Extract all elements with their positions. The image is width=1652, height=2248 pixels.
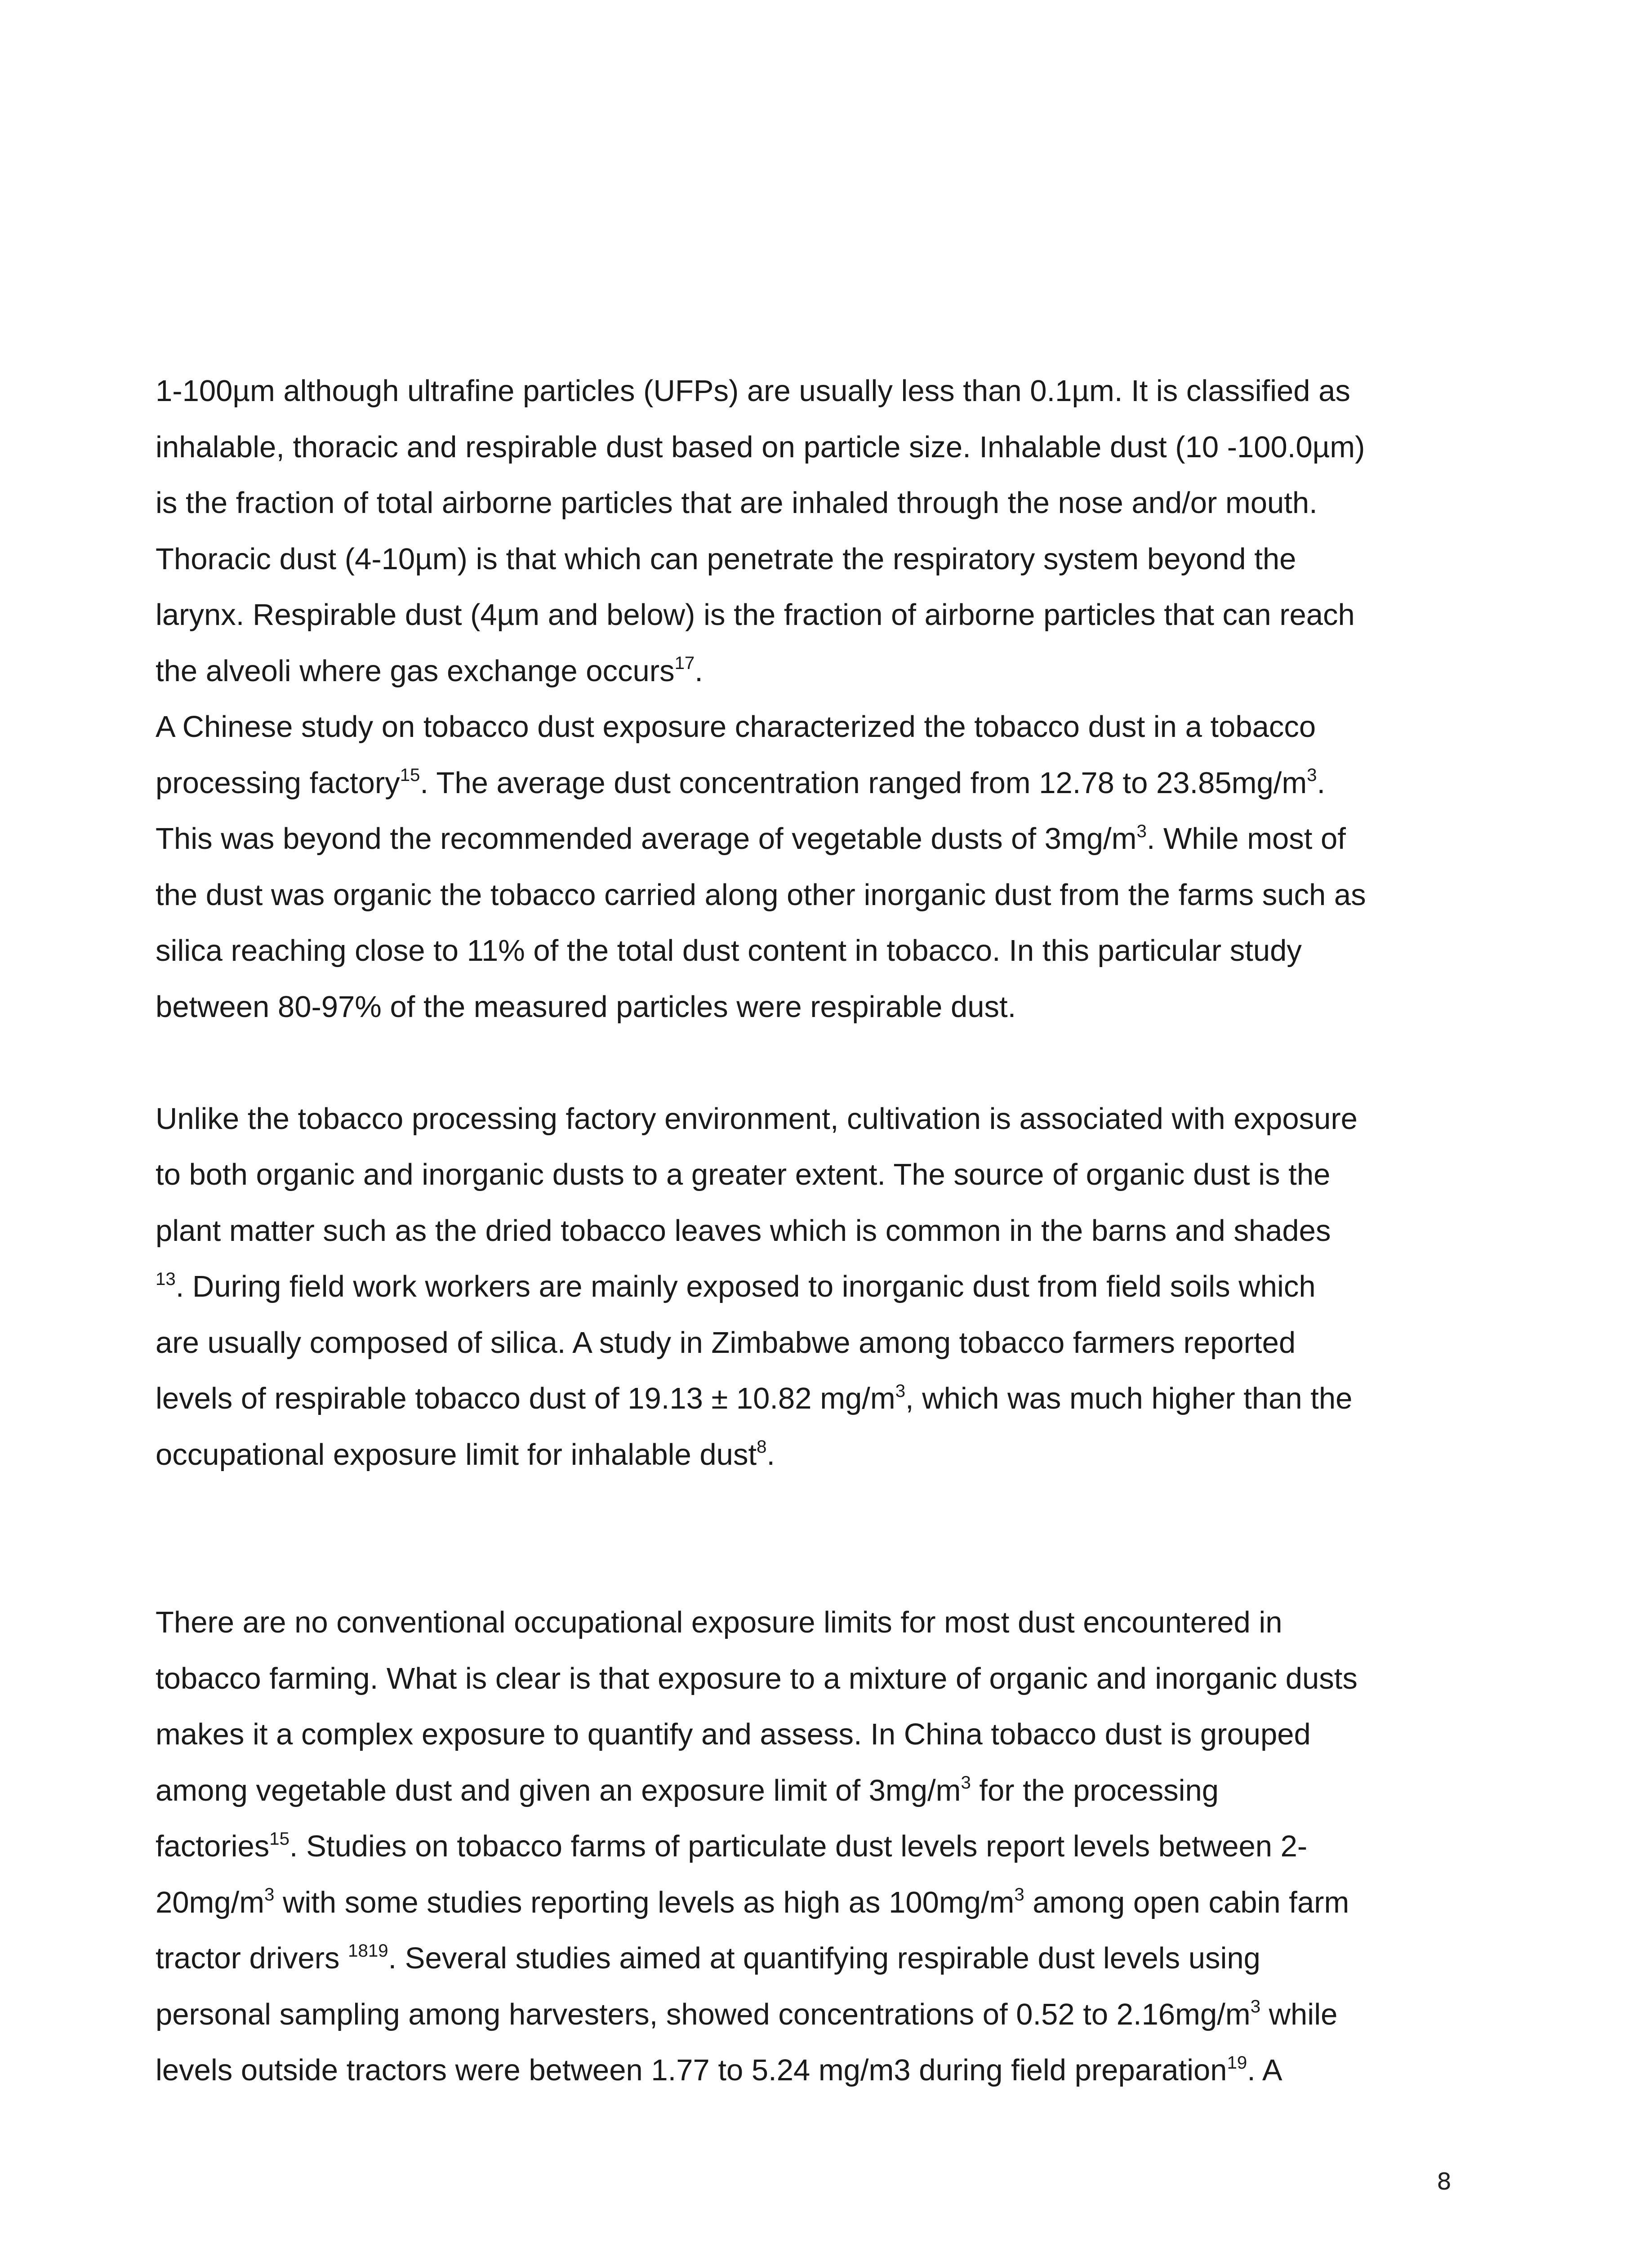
text-run: Unlike the tobacco processing factory environment, cultivation is associated with exposure — [156, 1102, 1358, 1136]
citation-superscript: 3 — [1136, 821, 1147, 841]
text-run: makes it a complex exposure to quantify and assess. In China tobacco dust is grouped — [156, 1717, 1311, 1751]
text-line — [156, 1875, 1486, 1931]
text-run: . — [695, 654, 703, 688]
text-line — [156, 1315, 1486, 1371]
text-line — [156, 1147, 1486, 1203]
text-line — [156, 1203, 1486, 1259]
paragraph — [156, 363, 1486, 699]
paragraph — [156, 699, 1486, 1035]
text-run: are usually composed of silica. A study in Zimbabwe among tobacco farmers reported — [156, 1325, 1296, 1360]
text-line — [156, 1707, 1486, 1763]
text-line — [156, 1091, 1486, 1147]
citation-superscript: 13 — [156, 1268, 176, 1289]
text-line — [156, 2043, 1486, 2099]
text-run: among open cabin farm — [1024, 1885, 1349, 1919]
page-number: 8 — [1437, 2168, 1452, 2195]
paragraph-spacer — [156, 1483, 1486, 1595]
text-run: factories — [156, 1829, 270, 1863]
text-line — [156, 1931, 1486, 1987]
citation-superscript: 15 — [400, 765, 420, 785]
text-line — [156, 419, 1486, 476]
text-line — [156, 867, 1486, 923]
text-run: levels of respirable tobacco dust of 19.13 ± 10.82 mg/m — [156, 1382, 895, 1415]
text-line — [156, 1651, 1486, 1707]
text-run: while — [1260, 1997, 1338, 2031]
citation-superscript: 1819 — [348, 1940, 388, 1961]
text-line — [156, 923, 1486, 979]
text-run: tobacco farming. What is clear is that exposure to a mixture of organic and inorganic dusts — [156, 1661, 1358, 1695]
text-run: tractor drivers — [156, 1941, 348, 1975]
text-run: the dust was organic the tobacco carried along other inorganic dust from the farms such as — [156, 878, 1366, 912]
text-run: inhalable, thoracic and respirable dust based on particle size. Inhalable dust (10 -100.0µm) — [156, 430, 1365, 464]
text-run: to both organic and inorganic dusts to a greater extent. The source of organic dust is the — [156, 1158, 1331, 1191]
text-run: Thoracic dust (4-10µm) is that which can penetrate the respiratory system beyond the — [156, 542, 1296, 576]
citation-superscript: 15 — [269, 1828, 289, 1849]
body-text — [156, 363, 1486, 2099]
text-run: , which was much higher than the — [905, 1382, 1353, 1415]
citation-superscript: 17 — [674, 653, 695, 674]
text-run: is the fraction of total airborne particles that are inhaled through the nose and/or mouth. — [156, 486, 1318, 520]
text-line — [156, 363, 1486, 419]
paragraph — [156, 1595, 1486, 2099]
text-run: levels outside tractors were between 1.77 to 5.24 mg/m3 during field preparation — [156, 2053, 1227, 2087]
text-run: . The average dust concentration ranged from 12.78 to 23.85mg/m — [420, 766, 1307, 800]
text-run: with some studies reporting levels as high as 100mg/m — [274, 1885, 1015, 1919]
text-line — [156, 979, 1486, 1035]
text-run: occupational exposure limit for inhalable dust — [156, 1437, 757, 1472]
text-run: processing factory — [156, 766, 400, 800]
text-line — [156, 755, 1486, 812]
citation-superscript: 3 — [264, 1884, 275, 1905]
citation-superscript: 3 — [1250, 1996, 1261, 2017]
citation-superscript: 19 — [1227, 2052, 1247, 2073]
text-line — [156, 699, 1486, 755]
paragraph-spacer — [156, 1035, 1486, 1091]
text-run: . During field work workers are mainly exposed to inorganic dust from field soils which — [175, 1270, 1316, 1303]
text-line — [156, 587, 1486, 643]
text-line — [156, 1595, 1486, 1651]
text-run: personal sampling among harvesters, showed concentrations of 0.52 to 2.16mg/m — [156, 1997, 1251, 2031]
text-run: . A — [1247, 2053, 1282, 2087]
text-line — [156, 1259, 1486, 1315]
text-line — [156, 531, 1486, 588]
citation-superscript: 3 — [1307, 765, 1317, 785]
citation-superscript: 8 — [757, 1436, 767, 1457]
text-line — [156, 1987, 1486, 2043]
text-run: 1-100µm although ultrafine particles (UFPs) are usually less than 0.1µm. It is classified as — [156, 374, 1350, 408]
text-run: between 80-97% of the measured particles were respirable dust. — [156, 990, 1016, 1024]
citation-superscript: 3 — [961, 1772, 971, 1793]
text-run: for the processing — [971, 1773, 1219, 1807]
text-run: plant matter such as the dried tobacco leaves which is common in the barns and shades — [156, 1213, 1331, 1248]
paragraph — [156, 1091, 1486, 1483]
text-run: A Chinese study on tobacco dust exposure characterized the tobacco dust in a tobacco — [156, 710, 1316, 744]
text-line — [156, 1819, 1486, 1875]
text-run: larynx. Respirable dust (4µm and below) is the fraction of airborne particles that can reach — [156, 598, 1355, 632]
text-line — [156, 475, 1486, 531]
text-line — [156, 1427, 1486, 1483]
text-run: There are no conventional occupational exposure limits for most dust encountered in — [156, 1606, 1282, 1639]
citation-superscript: 3 — [1014, 1884, 1024, 1905]
text-line — [156, 811, 1486, 867]
text-run: . — [766, 1437, 775, 1472]
text-run: among vegetable dust and given an exposure limit of 3mg/m — [156, 1773, 961, 1807]
text-line — [156, 643, 1486, 700]
text-line — [156, 1371, 1486, 1427]
text-run: . Several studies aimed at quantifying respirable dust levels using — [388, 1941, 1260, 1975]
text-line — [156, 1763, 1486, 1819]
text-run: . — [1317, 766, 1326, 800]
text-run: . Studies on tobacco farms of particulate dust levels report levels between 2- — [289, 1829, 1308, 1863]
text-run: This was beyond the recommended average of vegetable dusts of 3mg/m — [156, 822, 1137, 856]
text-run: 20mg/m — [156, 1885, 265, 1919]
text-run: . While most of — [1146, 822, 1346, 856]
citation-superscript: 3 — [895, 1380, 906, 1401]
text-run: the alveoli where gas exchange occurs — [156, 654, 675, 688]
text-run: silica reaching close to 11% of the total dust content in tobacco. In this particular study — [156, 934, 1302, 968]
